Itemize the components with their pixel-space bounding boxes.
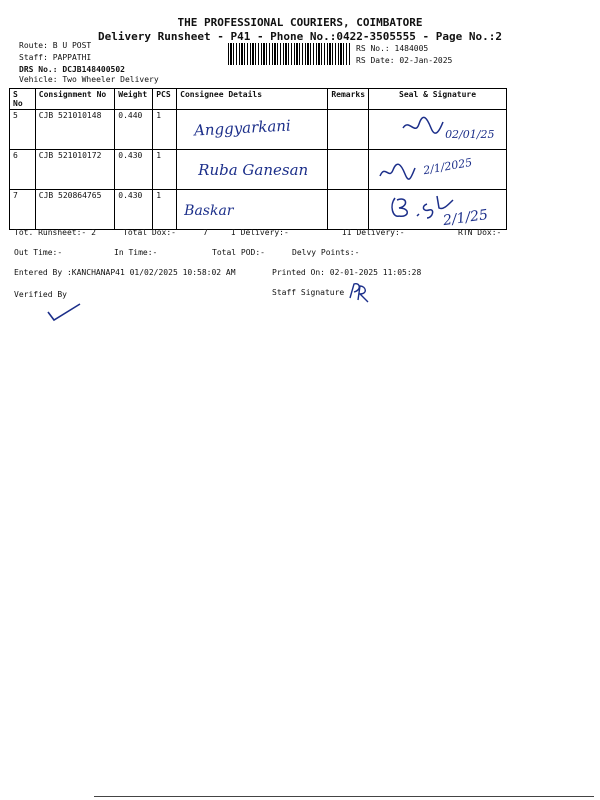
staff-label: Staff: PAPPATHI bbox=[19, 53, 92, 62]
col-pcs: PCS bbox=[153, 89, 177, 110]
table-header-row bbox=[10, 89, 507, 110]
signature-date: 02/01/25 bbox=[445, 128, 495, 141]
runsheet-title: Delivery Runsheet - P41 - Phone No.:0422-3505555 - Page No.:2 bbox=[98, 30, 502, 43]
col-signature: Seal & Signature bbox=[369, 89, 507, 110]
signature-scribble bbox=[377, 158, 417, 184]
table-row bbox=[10, 190, 507, 230]
bottom-rule bbox=[94, 796, 594, 797]
signature-date: 2/1/25 bbox=[442, 206, 490, 230]
row-signature bbox=[369, 150, 507, 190]
row-consignment: CJB 520864765 bbox=[35, 190, 115, 230]
row-pcs: 1 bbox=[153, 190, 177, 230]
row-pcs: 1 bbox=[153, 110, 177, 150]
route-label: Route: B U POST bbox=[19, 41, 92, 50]
verified-by-label: Verified By bbox=[14, 290, 67, 299]
row-weight: 0.440 bbox=[115, 110, 153, 150]
row-consignee bbox=[177, 110, 328, 150]
total-dox-label: Total Dox:- bbox=[123, 228, 176, 237]
row-consignee bbox=[177, 150, 328, 190]
i-delivery: I Delivery:- bbox=[231, 228, 289, 237]
row-remarks bbox=[328, 110, 369, 150]
row-signature bbox=[369, 190, 507, 230]
in-time: In Time:- bbox=[114, 248, 158, 257]
row-weight: 0.430 bbox=[115, 190, 153, 230]
table-row bbox=[10, 150, 507, 190]
col-remarks: Remarks bbox=[328, 89, 369, 110]
staff-signature-scribble bbox=[346, 280, 372, 304]
table-row bbox=[10, 110, 507, 150]
total-pod: Total POD:- bbox=[212, 248, 265, 257]
entered-by: Entered By :KANCHANAP41 01/02/2025 10:58:02 AM bbox=[14, 268, 236, 277]
delvy-points: Delvy Points:- bbox=[292, 248, 360, 257]
total-dox-value: 7 bbox=[203, 228, 208, 237]
row-consignment: CJB 521010172 bbox=[35, 150, 115, 190]
company-title: THE PROFESSIONAL COURIERS, COIMBATORE bbox=[177, 16, 423, 29]
consignee-handwriting: Ruba Ganesan bbox=[198, 161, 309, 179]
col-sno: S No bbox=[10, 89, 36, 110]
consignee-handwriting: Baskar bbox=[184, 203, 234, 219]
consignee-handwriting: Anggyarkani bbox=[193, 116, 292, 140]
col-weight: Weight bbox=[115, 89, 153, 110]
verified-tick-mark bbox=[44, 300, 84, 324]
col-consignment: Consignment No bbox=[35, 89, 115, 110]
barcode bbox=[228, 43, 350, 65]
rs-date: RS Date: 02-Jan-2025 bbox=[356, 56, 453, 65]
row-sno: 6 bbox=[10, 150, 36, 190]
row-consignment: CJB 521010148 bbox=[35, 110, 115, 150]
out-time: Out Time:- bbox=[14, 248, 63, 257]
staff-signature-label: Staff Signature bbox=[272, 288, 345, 297]
runsheet-table bbox=[9, 88, 507, 230]
row-consignee bbox=[177, 190, 328, 230]
row-weight: 0.430 bbox=[115, 150, 153, 190]
row-signature bbox=[369, 110, 507, 150]
signature-date: 2/1/2025 bbox=[422, 155, 474, 178]
printed-on: Printed On: 02-01-2025 11:05:28 bbox=[272, 268, 422, 277]
ii-delivery: II Delivery:- bbox=[342, 228, 405, 237]
row-pcs: 1 bbox=[153, 150, 177, 190]
signature-scribble bbox=[399, 114, 447, 142]
tot-runsheet: Tot. Runsheet:- 2 bbox=[14, 228, 96, 237]
rtn-dox: RTN Dox:- bbox=[458, 228, 502, 237]
row-remarks bbox=[328, 190, 369, 230]
col-consignee: Consignee Details bbox=[177, 89, 328, 110]
row-remarks bbox=[328, 150, 369, 190]
row-sno: 5 bbox=[10, 110, 36, 150]
row-sno: 7 bbox=[10, 190, 36, 230]
rs-number: RS No.: 1484005 bbox=[356, 44, 429, 53]
vehicle-label: Vehicle: Two Wheeler Delivery bbox=[19, 75, 159, 84]
drs-number: DRS No.: DCJB148400502 bbox=[19, 65, 125, 74]
